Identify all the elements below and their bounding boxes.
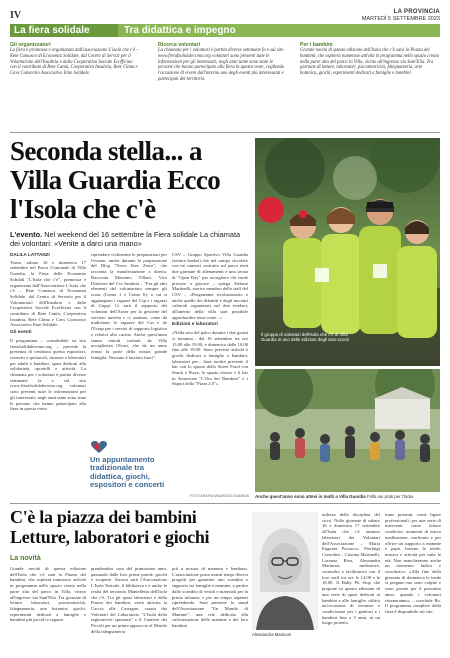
column-subheading: Edizioni e laboratori xyxy=(172,322,218,328)
issue-date: MARTEDÌ 5 SETTEMBRE 2023 xyxy=(361,15,440,22)
info-box-title: Gli organizzatori xyxy=(10,42,51,48)
column-text: prendendosi cura del primissimo anni, passando dalle loro prime parole, giochi e scoperte. Ancora sarà l'Associazione L'Isola Teatrale, il biblioteca e e anche le realtà del territorio Mantelletta dell'Isola che c'è. Tra gli spazi laboratori e della Piazza dei bambini, verrà attivata la Caccia alle Castagne, curata dai Volontari del Laboratorio "L'Isola della ragionevole speranza" e il Cantiere dei Piccoli per un primo approccio al Mondo della falegnameria xyxy=(91,566,167,634)
article-column xyxy=(385,512,441,615)
crowd-photo xyxy=(255,369,440,492)
caption-bold: Anche quest'anno sono attesi in molti a Villa Guardia xyxy=(255,494,366,499)
info-box-organizers xyxy=(10,42,140,77)
portrait-photo xyxy=(252,512,318,630)
masthead xyxy=(362,9,440,22)
info-box-text: La chiamata per i volontari è partita diverse settimane fa e sul sito www.fierafsolidalecomo.org volontari sono presenti tutte le informazioni per gli interessati; negli anni tante sono state le persone che hanno partecipato alla fiera in questa veste, cogliendo l'occasione di vivere dall'interno uno degli eventi più interessanti e partecipati del territorio. xyxy=(158,48,285,82)
column-subheading: Gli eventi xyxy=(10,330,32,336)
heart-logo-icon xyxy=(90,440,108,454)
lead-text: Nel weekend del 16 settembre la Fiera solidale La chiamata dei volontari: «Venite a darci una mano» xyxy=(10,230,241,248)
article-column xyxy=(91,252,167,360)
column-text: utilizzo della disciplina del circo. Nelle giornate di sabato 16 e domenica 17 settembre all'Isola che c'è saranno laboratori dei Volontari dell'Associazione – Maria Eugenia Paciucco, Pierluigi Consolini – Cristina Martinelli, Lorenza Riva, Alessandra Marinoni, mediatrice, counselor e facilitatrice con il loro staff tra ore le 14.00 e le 18.00. Il Baby Pit Stop che propone in questa edizione di una serie di spazi dedicati ai bambini e alle famiglie, offrirà un'occasione di incontro e condivisione per i genitori e i bambini fino a 3 anni, in un luogo protetto. xyxy=(322,512,380,626)
info-box-volunteers xyxy=(158,42,288,83)
photo-caption xyxy=(255,494,445,499)
info-box-text: Grande novità di questa edizione dell'Isola che c'è sarà la Piazza dei bambini, che ospiterà numerose attività in programma nello spazio creato nella parte alta del parco in Villa, vicino all'ingresso via Sant'Elia. Tra giornate di letture, laboratori, psicomotricità, falegnameria, arte botanica, giochi, esperimenti dedicati a famiglie e bambini xyxy=(300,48,440,77)
lead-label: L'evento. xyxy=(10,230,43,239)
photo-caption: Il gruppo di volontari dell'Isola che c'è di Villa Guardia in uno delle edizioni degli anni scorsi xyxy=(261,332,350,343)
page-number: IV xyxy=(10,10,22,21)
column-text: Grande novità di questa edizione dell'Isola che c'è sarà la Piazza dei bambini, che ospiterà numerose attività in programma nello spazio creato nella parte alta del parco in Villa, vicino all'ingresso via Sant'Elia. Tra giornate di letture, laboratori, psicomotricità, falegnameria, arte botanica, giochi, esperimenti dedicati a famiglie e bambini più piccoli e ragazzi xyxy=(10,566,86,623)
info-box-title: Per i bambini xyxy=(300,42,333,48)
promo-box xyxy=(90,440,170,490)
caption-text: Folla sui prati per l'Isola xyxy=(365,494,413,499)
column-text: Il programma – consultabile su sito fierafsolidalecomo.org – prevede la presenza di centinaia questa espositori, concerti e spettacoli, incontri e laboratori per adulti e bambini, spazi dedicati alla solidarietà, sportelli e attività. La chiamata per i volontari è partita diverse settimane fa e sul sito www.fierafsolidalecomo.org volontari sono presenti tutte le informazioni per gli interessati; negli anni tante sono state le persone che hanno partecipato alla fiera in questa veste. xyxy=(10,337,86,412)
article-label: La novità xyxy=(10,555,41,562)
info-box-title: Ricerca volontari xyxy=(158,42,201,48)
column-text: trano presenti, come figure professionali, per una serie di interventi come letture condivise, momenti di micro meditazione, confronto e per offrire un supporto a mamme e papà. Intorno le tende, musica e attività per tutte le età. Non mancheranno anche un momento ludico e conclusivo. «Alla fine della giornata di domenica le tende si piegano ma sono colpite e sono pronte per il prossimo anno, quando i volontari ritorneranno» – conclude Bo. Il programma completo della fiera è disponibile sul sito. xyxy=(385,512,441,614)
article-column xyxy=(10,566,86,623)
article-headline: C'è la piazza dei bambini Letture, laboratori e giochi xyxy=(10,507,210,547)
column-text: più a misura di mamma e bambino. L'associazione porta avanti tempi diversi progetti per garantire uno scambio e supporto tra famiglie e mamme, a partire dallo scambio di vestiti e materiali per la prima infanzia, e per un tempo sapienti riprendendo. Sarà presente lo stand dell'Associazione "Un Mondo di Mamme", una rete dedicata alla valorizzazione delle mamme e dei loro bambini xyxy=(172,566,248,629)
column-text: CSV – Gruppo Sportivo Villa Guardia (settore basket) che nel campo circolare con tre canestri costruito sul parco terrà due giornate di allenamenti e una serata di "Open Day" per accogliere chi vuole provare a giocare – spiega Stefano Martinelli, storico membro dello staff del CSV – «Programma rivoluzionario e anche quello dei dibattiti e degli incontri culturali organizzati nel due tendoni, all'interno della villa sarà possibile approfondire temi come...» xyxy=(172,252,248,320)
info-box-text: La fiera è promossa e organizzata dall'associazione L'isola che c'è – Rete Comasco di Economia Solidale, dal Centro di Servizi per il Volontariato dell'Insubria e dalla Cooperativa Sociale Ecofficina con il contributo di Rete Cantù, Cooperativa Insubria, Rete Clima e Cavs Consorzio Associativo Ente Solidale. xyxy=(10,48,139,77)
column-text: riprendere civilmente le preparazioni per l'evento, anche durante la preparazione del Blog "News Ken Zerro", che racconta la manifestazione a diretta. Racconta Massimo Villani, Vice Direttore del Csv Insubria – "Fra gli altri elementi del volontariato sempre gli scout (Como 1 e Como 6), a cui si aggiungono i ragazzi del Csp e i ragazzi di Guppi. Ci sarà il supporto dei volontari dell'Auser per la gestione del servizio navetta e ci saranno, come da tradizione, le ragazze del Cas e de l'Esasp per i servizi di supporto logistico e relativi alla cucina. Anche quest'anno siamo entrati contatti da Villa accoglienza Olcasi, che da un anno ormai fa parte della nostra grande famiglia. Nessuno è lasciato fuori". xyxy=(91,252,167,360)
section-subtitle: Tra didattica e impegno xyxy=(118,24,440,37)
divider xyxy=(10,132,440,133)
byline: DALILA LATTANZI xyxy=(10,252,50,257)
article-column xyxy=(322,512,380,626)
section-band xyxy=(10,24,440,37)
column-text: «Nella sera del palco durante i due giorni si terranno... dal 16 settembre tra ore 15.00 alle 19.00, e domenica dalle 10.00 fino alle 19.00. Sono previste attività e giochi dedicati a famiglie e bambini, laboratori per... Sarà inoltre presente il bar con lo spazio dello Street Food con Snack e Pizza, lo spazio ristoro e il bar in Arancione "L'Ora dei Bambini" e i Sapori della "Pizza 2.0"». xyxy=(172,330,248,387)
portrait-caption: Alessandra Marinoni xyxy=(252,632,292,637)
page-header xyxy=(10,10,440,22)
article-column xyxy=(10,252,86,412)
column-text: Torna, sabato 16 e domenica 17 settembre nel Parco Comunale di Villa Guardia, la Fiera delle Economie Solidali "L'Isola che c'è", promossa e organizzata dall'Associazione L'isola che c'è – Rete Comasca di Economia Solidale, dal Centro di Servizio per il Volontariato dell'Insubria e dalla Cooperativa Sociale Ecofficina con il contributo di Rete Cantù, Cooperativa Insubria, Rete Clima e Cavs Consorzio Associativo Ente Solidale. xyxy=(10,259,86,328)
article-lead xyxy=(10,230,250,248)
paper-name: LA PROVINCIA xyxy=(393,9,440,15)
section-title: La fiera solidale xyxy=(10,24,118,37)
article-column xyxy=(91,566,167,634)
divider xyxy=(10,503,440,504)
photo-credit: FOTOGRAFIA MAURIZIO GUARDIA xyxy=(190,494,250,498)
article-column xyxy=(172,252,248,387)
article-headline: Seconda stella... a Villa Guardia Ecco l'Isola che c'è xyxy=(10,136,221,224)
article-column xyxy=(172,566,248,629)
promo-text: Un appuntamento tradizionale tra didattica, giochi, espositori e concerti xyxy=(90,455,165,490)
info-box-children xyxy=(300,42,440,77)
